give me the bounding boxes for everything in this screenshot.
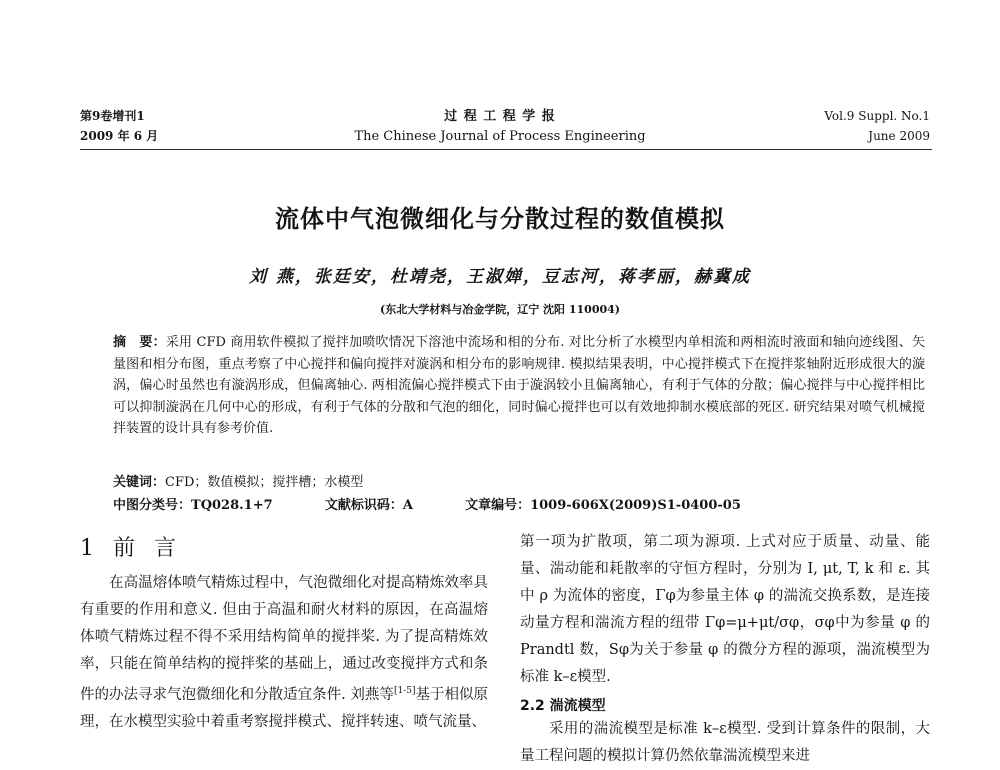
journal-title-en: The Chinese Journal of Process Engineering bbox=[354, 129, 646, 144]
section-heading-intro: 1 前 言 bbox=[80, 536, 182, 561]
date-cn: 2009 年 6 月 bbox=[80, 129, 159, 143]
intro-text-a: 在高温熔体喷气精炼过程中，气泡微细化对提高精炼效率具有重要的作用和意义. 但由于高温和耐火材料的原因，在高温熔体喷气精炼过程不得不采用结构简单的搅拌桨. 为了提高精炼效率，只能在简单结构的搅拌桨的基础上，通过改变搅拌方式和条件的办法寻求气泡微细化和分散适宜条件. 刘燕等 bbox=[80, 575, 488, 703]
right-column-paragraph: 第一项为扩散项，第二项为源项. 上式对应于质量、动量、能量、湍动能和耗散率的守恒方程时，分别为 I, μt, T, k 和 ε. 其中 ρ 为流体的密度，Γφ为参量主体 φ 的湍流交换系数，是连接动量方程和湍流方程的纽带 Γφ=μ+μt/σφ，σφ中为参量 φ 的 Prandtl 数，Sφ为关于参量 φ 的微分方程的源项，湍流模型为标准 k–ε模型. bbox=[520, 534, 930, 685]
date-en: June 2009 bbox=[868, 129, 930, 143]
volume-en: Vol.9 Suppl. No.1 bbox=[824, 109, 930, 123]
paper-title: 流体中气泡微细化与分散过程的数值模拟 bbox=[275, 205, 725, 233]
doc-code-label: 文献标识码： bbox=[324, 498, 403, 513]
intro-text-b: 基于相似原理，在水模型实验中着重考察搅拌模式、搅拌转速、喷气流量、 bbox=[80, 686, 489, 730]
journal-title-cn: 过 程 工 程 学 报 bbox=[444, 109, 556, 124]
abstract-text: 采用 CFD 商用软件模拟了搅拌加喷吹情况下溶池中流场和相的分布. 对比分析了水模型内单相流和两相流时液面和轴向迹线图、矢量图和相分布图，重点考察了中心搅拌和偏向搅拌对漩涡和相分布的影响规律. 模拟结果表明，中心搅拌模式下在搅拌浆轴附近形成很大的漩涡，偏心时虽然也有漩涡形成，但偏离轴心. 两相流偏心搅拌模式下由于漩涡较小且偏离轴心，有利于气体的分散；偏心搅拌与中心搅拌相比可以抑制漩涡在几何中心的形成，有利于气体的分散和气泡的细化，同时偏心搅拌也可以有效地抑制水模底部的死区. 研究结果对喷气机械搅拌装置的设计具有参考价值. bbox=[113, 335, 925, 437]
clc-label: 中图分类号： bbox=[113, 498, 192, 513]
volume-cn: 第9卷增刊1 bbox=[80, 109, 145, 123]
clc-value: TQ028.1+7 bbox=[191, 498, 273, 513]
header-rule bbox=[80, 149, 932, 150]
abstract-label: 摘 要： bbox=[113, 335, 166, 350]
turbulence-paragraph bbox=[520, 716, 930, 770]
citation-ref: [1-5] bbox=[393, 686, 416, 696]
abstract bbox=[113, 332, 925, 440]
affiliation: (东北大学材料与冶金学院，辽宁 沈阳 110004) bbox=[380, 303, 620, 316]
keywords-text: CFD；数值模拟；搅拌槽；水模型 bbox=[165, 475, 364, 490]
classification-line bbox=[113, 494, 789, 513]
subsection-heading: 2.2 湍流模型 bbox=[520, 698, 606, 714]
article-id-value: 1009-606X(2009)S1-0400-05 bbox=[530, 498, 741, 513]
keywords-label: 关键词： bbox=[113, 475, 166, 490]
intro-paragraph bbox=[80, 570, 488, 736]
turbulence-text: 采用的湍流模型是标准 k–ε模型. 受到计算条件的限制，大量工程问题的模拟计算仍然依靠湍流模型来进 bbox=[520, 721, 930, 764]
article-id-label: 文章编号： bbox=[465, 498, 531, 513]
doc-code-value: A bbox=[402, 498, 413, 513]
authors: 刘 燕，张廷安，杜靖尧，王淑婵，豆志河，蒋孝丽，赫冀成 bbox=[249, 267, 751, 287]
keywords bbox=[113, 471, 363, 490]
